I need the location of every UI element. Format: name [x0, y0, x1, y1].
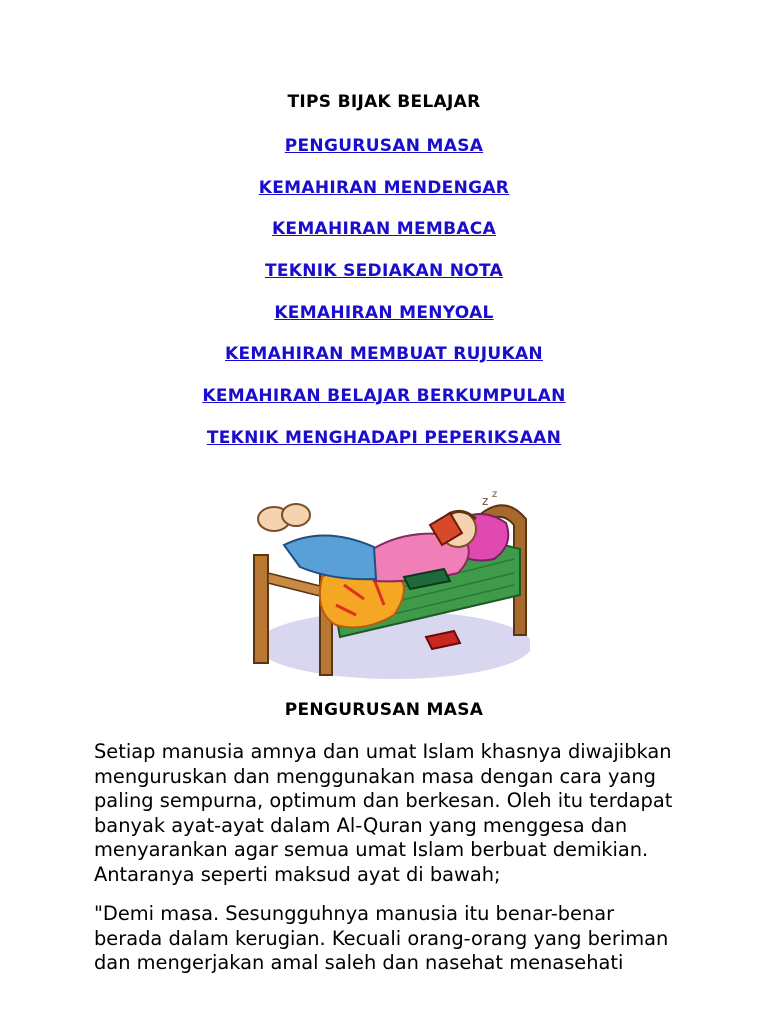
svg-text:z: z	[482, 494, 489, 508]
document-title: TIPS BIJAK BELAJAR	[287, 92, 481, 112]
bed-rail	[268, 573, 324, 597]
paragraph-line: menguruskan dan menggunakan masa dengan cara yang	[94, 764, 656, 788]
toc-item	[0, 301, 768, 343]
paragraph-line: berada dalam kerugian. Kecuali orang-orang yang beriman	[94, 926, 669, 950]
toc-item	[0, 259, 768, 301]
paragraph-line: Antaranya seperti maksud ayat di bawah;	[94, 862, 501, 886]
toc-item	[0, 217, 768, 259]
toc-item	[0, 384, 768, 426]
paragraph-line: menyarankan agar semua umat Islam berbuat demikian.	[94, 838, 649, 861]
svg-text:z: z	[492, 489, 498, 500]
toc-link-kemahiran-belajar-berkumpulan[interactable]: KEMAHIRAN BELAJAR BERKUMPULAN	[202, 386, 566, 407]
body-paragraph-2	[94, 902, 694, 976]
paragraph-line: "Demi masa. Sesungguhnya manusia itu benar-benar	[94, 902, 615, 925]
toc-link-kemahiran-membaca[interactable]: KEMAHIRAN MEMBACA	[271, 219, 497, 240]
table-of-contents	[0, 134, 768, 468]
paragraph-line: banyak ayat-ayat dalam Al-Quran yang menggesa dan	[94, 813, 628, 837]
toc-link-kemahiran-menyoal[interactable]: KEMAHIRAN MENYOAL	[274, 302, 494, 323]
toc-link-teknik-sediakan-nota[interactable]: TEKNIK SEDIAKAN NOTA	[264, 261, 504, 282]
toc-link-teknik-menghadapi-peperiksaan[interactable]: TEKNIK MENGHADAPI PEPERIKSAAN	[206, 427, 562, 448]
child-sleeping-on-bed-illustration	[244, 485, 530, 685]
toc-item	[0, 342, 768, 384]
bed-post-front	[254, 555, 268, 663]
paragraph-line: paling sempurna, optimum dan berkesan. Oleh itu terdapat	[94, 789, 673, 812]
toc-link-kemahiran-mendengar[interactable]: KEMAHIRAN MENDENGAR	[258, 177, 510, 198]
toc-link-pengurusan-masa[interactable]: PENGURUSAN MASA	[284, 136, 484, 156]
toc-link-kemahiran-membuat-rujukan[interactable]: KEMAHIRAN MEMBUAT RUJUKAN	[225, 344, 543, 365]
body-paragraph-1	[94, 740, 694, 887]
child-foot-right	[282, 504, 310, 526]
toc-item	[0, 426, 768, 468]
section-heading: PENGURUSAN MASA	[284, 700, 484, 720]
paragraph-line: Setiap manusia amnya dan umat Islam khasnya diwajibkan	[94, 740, 672, 763]
child-legs	[284, 535, 376, 579]
paragraph-line: dan mengerjakan amal saleh dan nasehat menasehati	[94, 951, 624, 974]
toc-item	[0, 176, 768, 218]
toc-item	[0, 134, 768, 176]
